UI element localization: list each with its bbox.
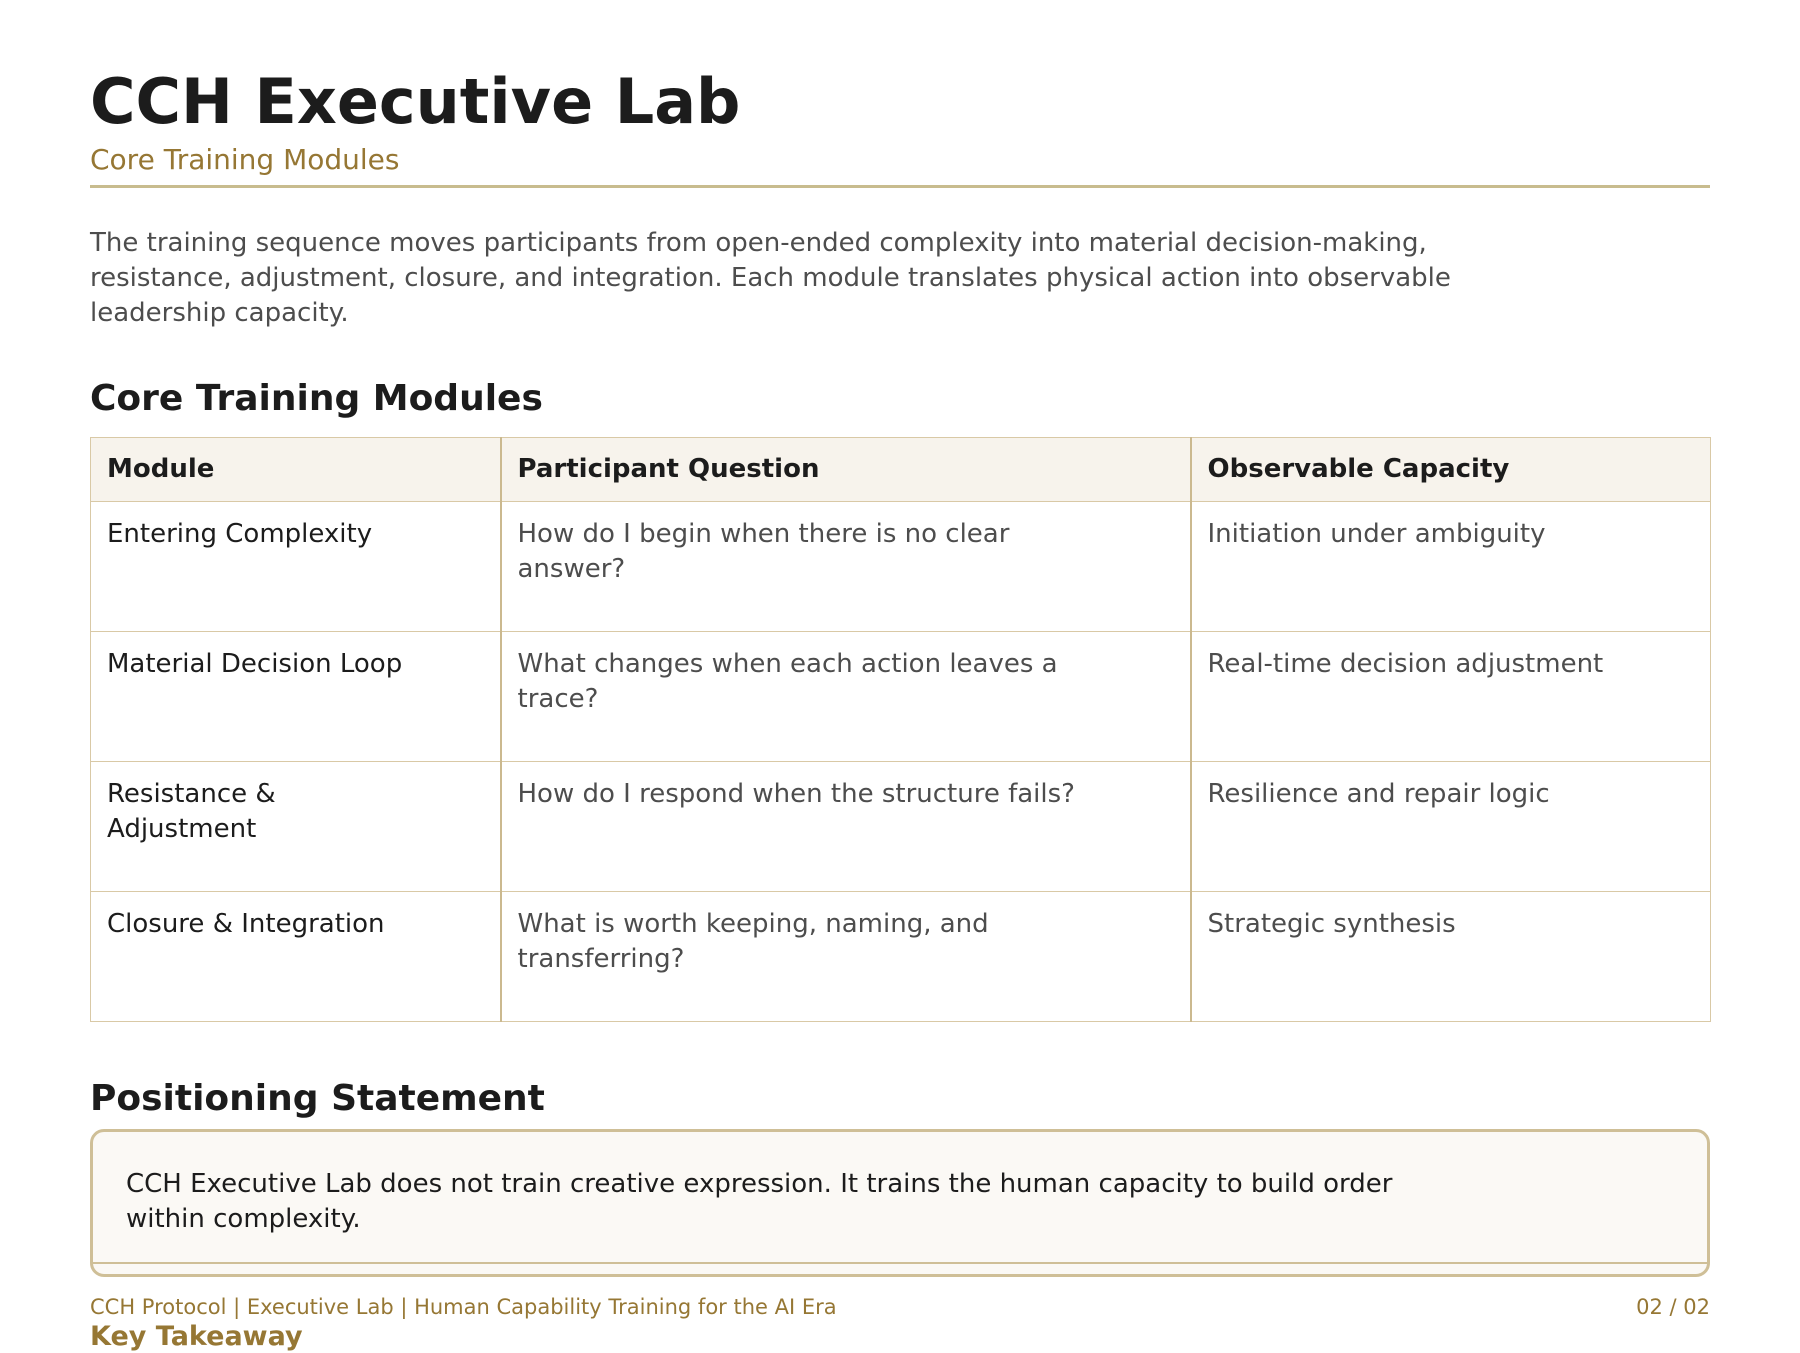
positioning-statement: CCH Executive Lab does not train creative expression. It trains the human capacity to build order within complexity. <box>126 1169 1393 1234</box>
question-cell <box>501 502 1191 632</box>
modules-section-heading: Core Training Modules <box>90 378 543 419</box>
column-header-module: Module <box>91 438 501 502</box>
column-header-capacity: Observable Capacity <box>1191 438 1711 502</box>
participant-question: What changes when each action leaves a trace? <box>517 649 1058 714</box>
footer-caption: CCH Protocol | Executive Lab | Human Capability Training for the AI Era <box>90 1295 837 1319</box>
table-row <box>91 762 1711 892</box>
module-cell <box>91 762 501 892</box>
header-divider <box>90 185 1710 188</box>
table-row <box>91 502 1711 632</box>
question-cell <box>501 892 1191 1022</box>
question-cell <box>501 632 1191 762</box>
page-title: CCH Executive Lab <box>90 65 741 138</box>
module-cell <box>91 502 501 632</box>
capacity-cell: Strategic synthesis <box>1191 892 1711 1022</box>
table-row <box>91 632 1711 762</box>
statement-divider <box>93 1262 1707 1264</box>
column-header-question: Participant Question <box>501 438 1191 502</box>
module-cell <box>91 632 501 762</box>
capacity-cell: Real-time decision adjustment <box>1191 632 1711 762</box>
positioning-section-heading: Positioning Statement <box>90 1078 545 1119</box>
module-cell <box>91 892 501 1022</box>
question-cell <box>501 762 1191 892</box>
capacity-cell: Resilience and repair logic <box>1191 762 1711 892</box>
participant-question: How do I respond when the structure fails? <box>517 779 1075 809</box>
table-header-row <box>91 438 1711 502</box>
module-name: Material Decision Loop <box>107 649 403 679</box>
page-number: 02 / 02 <box>1636 1295 1710 1319</box>
page-subtitle: Core Training Modules <box>90 143 400 176</box>
participant-question: What is worth keeping, naming, and transferring? <box>517 909 989 974</box>
module-name: Closure & Integration <box>107 909 385 939</box>
table-row <box>91 892 1711 1022</box>
intro-paragraph: The training sequence moves participants from open-ended complexity into material decision-making, resistance, adjustment, closure, and integration. Each module translates physical action into observable leadership capacity. <box>90 228 1451 328</box>
module-name: Resistance & Adjustment <box>107 779 276 844</box>
participant-question: How do I begin when there is no clear answer? <box>517 519 1010 584</box>
key-takeaway-label: Key Takeaway <box>90 1321 303 1352</box>
positioning-statement-box <box>90 1129 1710 1277</box>
modules-table <box>90 437 1711 1022</box>
document-page <box>90 0 1710 1350</box>
capacity-cell: Initiation under ambiguity <box>1191 502 1711 632</box>
module-name: Entering Complexity <box>107 519 373 549</box>
